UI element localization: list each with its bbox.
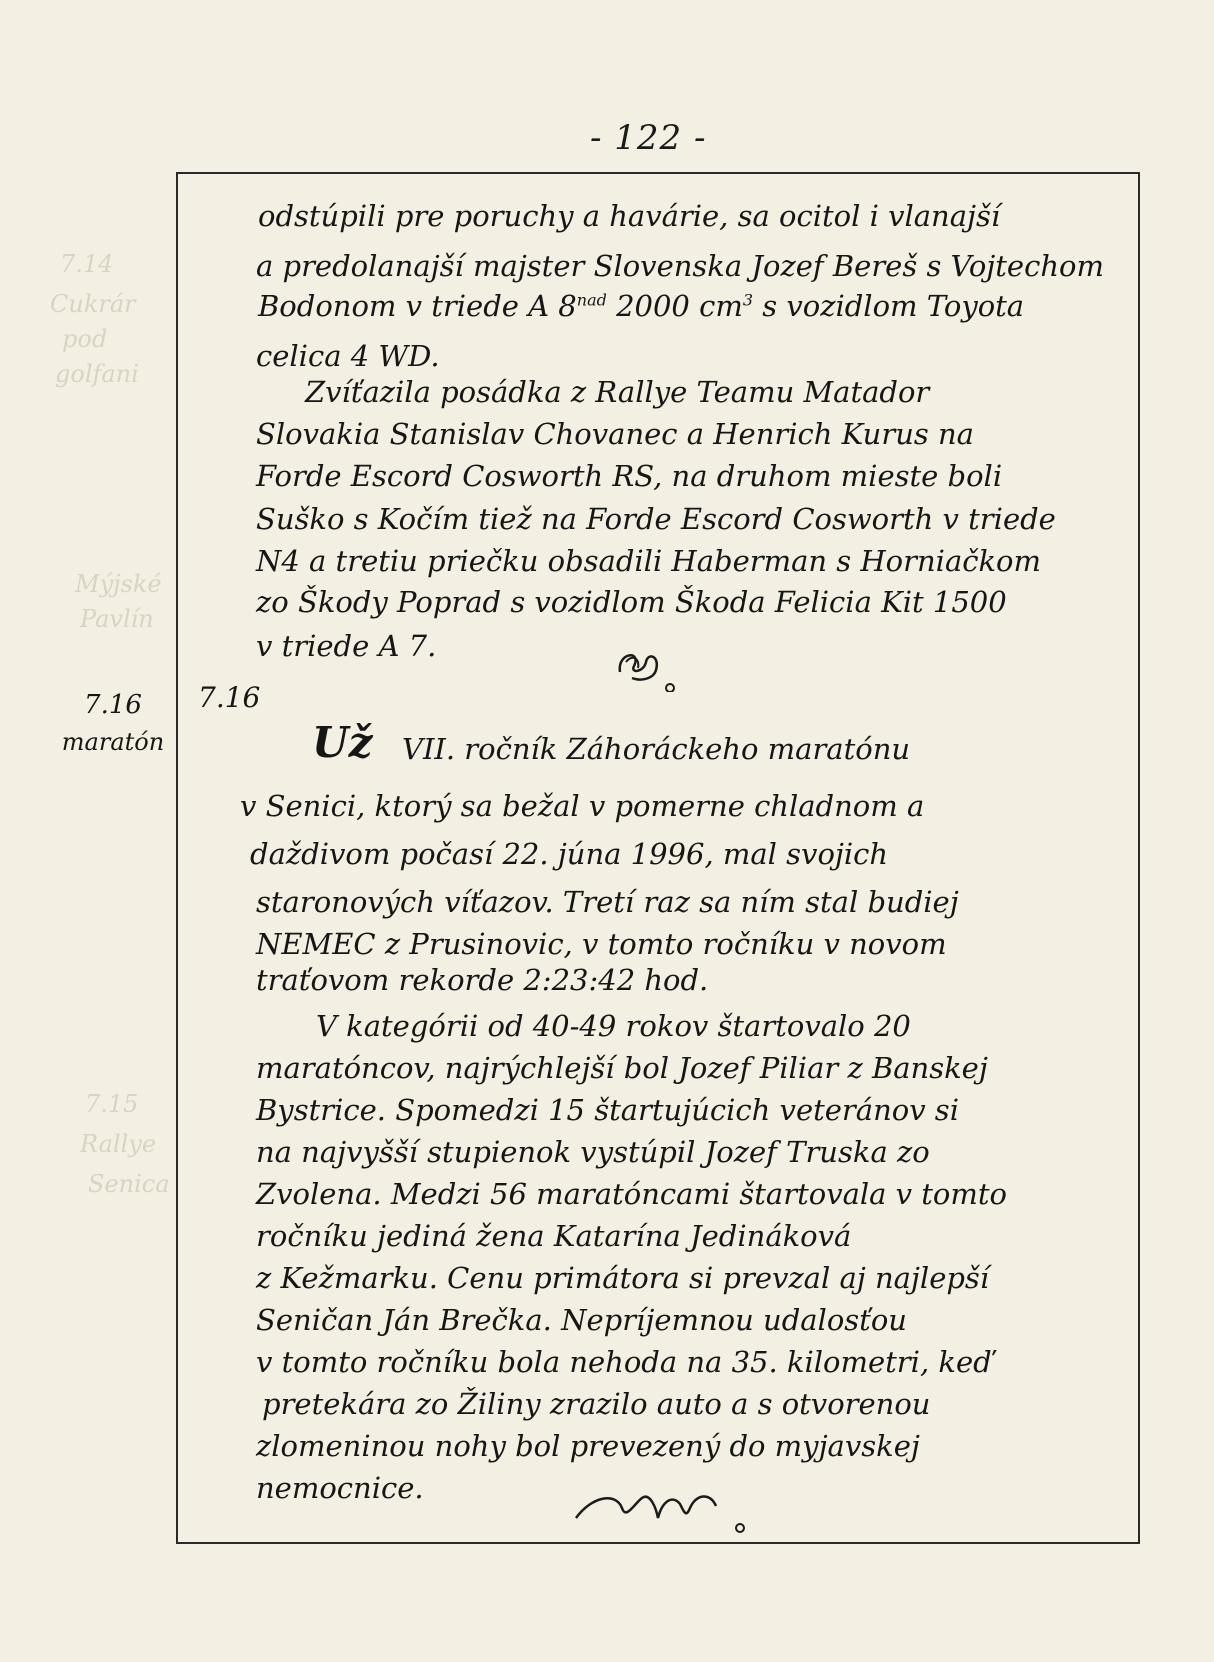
- text-line: Seničan Ján Brečka. Nepríjemnou udalosťou: [256, 1303, 907, 1337]
- margin-note-word: maratón: [61, 728, 165, 756]
- text-line: N4 a tretiu priečku obsadili Haberman s Horniačkom: [256, 544, 1042, 578]
- bleed-through-text: Mýjské: [75, 570, 162, 598]
- text-fragment: 2000 cm: [616, 289, 743, 323]
- page-number: - 122 -: [590, 118, 707, 158]
- text-line: [258, 289, 1025, 323]
- text-line: Slovakia Stanislav Chovanec a Henrich Kurus na: [256, 417, 974, 451]
- text-line: v Senici, ktorý sa bežal v pomerne chladnom a: [240, 789, 925, 823]
- text-line: traťovom rekorde 2:23:42 hod.: [256, 963, 709, 997]
- bleed-through-text: Senica: [88, 1170, 170, 1198]
- text-line: v tomto ročníku bola nehoda na 35. kilometri, keď: [256, 1345, 992, 1379]
- section-end-flourish: [612, 642, 682, 692]
- text-line: zo Škody Poprad s vozidlom Škoda Felicia Kit 1500: [256, 585, 1007, 619]
- bleed-through-text: Rallye: [80, 1130, 157, 1158]
- text-line: VII. ročník Záhoráckeho maratónu: [402, 732, 911, 766]
- text-line: pretekára zo Žiliny zrazilo auto a s otvorenou: [262, 1387, 931, 1421]
- text-line: Zvíťazila posádka z Rallye Teamu Matador: [305, 375, 930, 409]
- margin-note-number: 7.16: [84, 690, 142, 720]
- text-line: Forde Escord Cosworth RS, na druhom mieste boli: [256, 459, 1003, 493]
- text-fragment: Bodonom v triede A 8: [258, 289, 577, 323]
- signature-flourish: [572, 1478, 762, 1538]
- text-line: v triede A 7.: [256, 629, 437, 663]
- text-line: V kategórii od 40-49 rokov štartovalo 20: [316, 1009, 911, 1043]
- text-line: zlomeninou nohy bol prevezený do myjavskej: [256, 1429, 920, 1463]
- superscript: nad: [576, 290, 607, 310]
- text-line: ročníku jediná žena Katarína Jedináková: [256, 1219, 852, 1253]
- text-line: celica 4 WD.: [256, 339, 440, 373]
- drop-initial: Už: [312, 718, 373, 767]
- bleed-through-text: Pavlín: [80, 605, 154, 633]
- text-line: a predolanajší majster Slovenska Jozef Bereš s Vojtechom: [256, 249, 1104, 283]
- text-line: maratóncov, najrýchlejší bol Jozef Piliar z Banskej: [256, 1051, 988, 1085]
- text-fragment: s vozidlom Toyota: [762, 289, 1025, 323]
- text-line: odstúpili pre poruchy a havárie, sa ocitol i vlanajší: [258, 199, 1001, 233]
- bleed-through-text: pod: [62, 325, 108, 353]
- text-line: NEMEC z Prusinovic, v tomto ročníku v novom: [256, 927, 947, 961]
- margin-note: [48, 690, 178, 756]
- text-line: na najvyšší stupienok vystúpil Jozef Truska zo: [256, 1135, 930, 1169]
- text-line: staronových víťazov. Tretí raz sa ním stal budiej: [256, 885, 959, 919]
- section-number: 7.16: [198, 681, 261, 714]
- superscript: 3: [742, 290, 754, 310]
- text-line: Zvolena. Medzi 56 maratóncami štartovala v tomto: [256, 1177, 1007, 1211]
- text-line: daždivom počasí 22. júna 1996, mal svojich: [250, 837, 889, 871]
- text-line: Suško s Kočím tiež na Forde Escord Cosworth v triede: [256, 502, 1056, 536]
- bleed-through-text: golfani: [55, 360, 139, 388]
- text-line: nemocnice.: [256, 1471, 424, 1505]
- bleed-through-text: 7.14: [60, 250, 114, 278]
- bleed-through-text: Cukrár: [50, 290, 136, 318]
- bleed-through-text: 7.15: [85, 1090, 139, 1118]
- text-line: z Kežmarku. Cenu primátora si prevzal aj najlepší: [256, 1261, 990, 1295]
- text-line: Bystrice. Spomedzi 15 štartujúcich veteránov si: [256, 1093, 959, 1127]
